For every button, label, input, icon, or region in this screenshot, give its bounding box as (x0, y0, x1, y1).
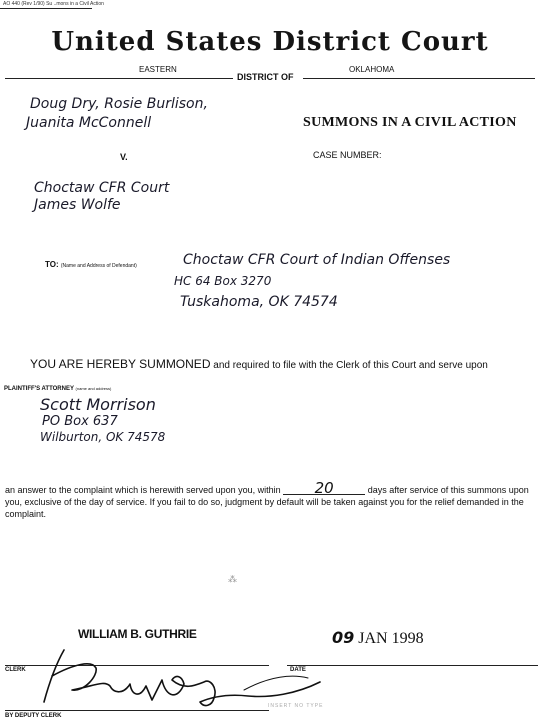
attorney-address-line-2: PO Box 637 (42, 414, 118, 429)
summoned-rest: and required to file with the Clerk of this Court and serve upon (210, 360, 488, 371)
date-day: 09 (332, 628, 355, 647)
clerk-label: CLERK (5, 667, 26, 673)
date-value (332, 628, 424, 648)
to-label-small: (Name and Address of Defendant) (60, 263, 137, 269)
district-line-right (303, 78, 535, 79)
date-month-year: JAN 1998 (358, 630, 424, 647)
summoned-bold: YOU ARE HEREBY SUMMONED (30, 357, 211, 371)
deputy-line (5, 710, 269, 711)
date-line (287, 665, 538, 666)
scan-speck: ⁂ (228, 574, 237, 584)
district-line-left (5, 78, 233, 79)
date-label: DATE (290, 667, 306, 673)
defendant-address-line-3: Tuskahoma, OK 74574 (180, 294, 338, 310)
case-number-label: CASE NUMBER: (313, 150, 382, 160)
to-label-text: TO: (45, 260, 59, 269)
top-rule (0, 8, 92, 9)
defendant-line-2: James Wolfe (34, 197, 121, 213)
days-value: 20 (283, 482, 365, 495)
answer-after: days after service of this summons upon you, exclusive of the day of service. If you fail to do so, judgment by default will be taken against you for the relief demanded in the complaint. (5, 485, 529, 519)
summoned-line (30, 357, 488, 371)
district-row (5, 63, 535, 83)
district-state: OKLAHOMA (349, 65, 395, 74)
district-prefix: EASTERN (139, 65, 177, 74)
attorney-address-line-3: Wilburton, OK 74578 (40, 430, 166, 444)
attorney-name: Scott Morrison (40, 395, 156, 414)
plaintiff-attorney-label (4, 386, 111, 392)
court-title: United States District Court (51, 27, 489, 57)
district-label: DISTRICT OF (237, 72, 294, 82)
faint-text: INSERT NO TYPE (268, 703, 324, 709)
deputy-clerk-label: BY DEPUTY CLERK (5, 713, 62, 719)
pa-label-small: (name and address) (75, 386, 112, 391)
defendant-address-line-2: HC 64 Box 3270 (174, 274, 272, 288)
summons-title: SUMMONS IN A CIVIL ACTION (303, 115, 517, 130)
versus-label: V. (120, 152, 128, 162)
to-label (45, 260, 137, 269)
form-number: AO 440 (Rev 1/90) Su ..mons in a Civil Action (3, 1, 104, 7)
answer-paragraph (5, 479, 539, 520)
plaintiff-line-2: Juanita McConnell (26, 115, 152, 131)
pa-label-text: PLAINTIFF'S ATTORNEY (4, 386, 74, 392)
defendant-line-1: Choctaw CFR Court (34, 180, 170, 196)
clerk-name: WILLIAM B. GUTHRIE (78, 627, 197, 641)
plaintiff-line-1: Doug Dry, Rosie Burlison, (30, 96, 208, 112)
defendant-address-line-1: Choctaw CFR Court of Indian Offenses (183, 252, 451, 268)
answer-before: an answer to the complaint which is herewith served upon you, within (5, 485, 281, 495)
